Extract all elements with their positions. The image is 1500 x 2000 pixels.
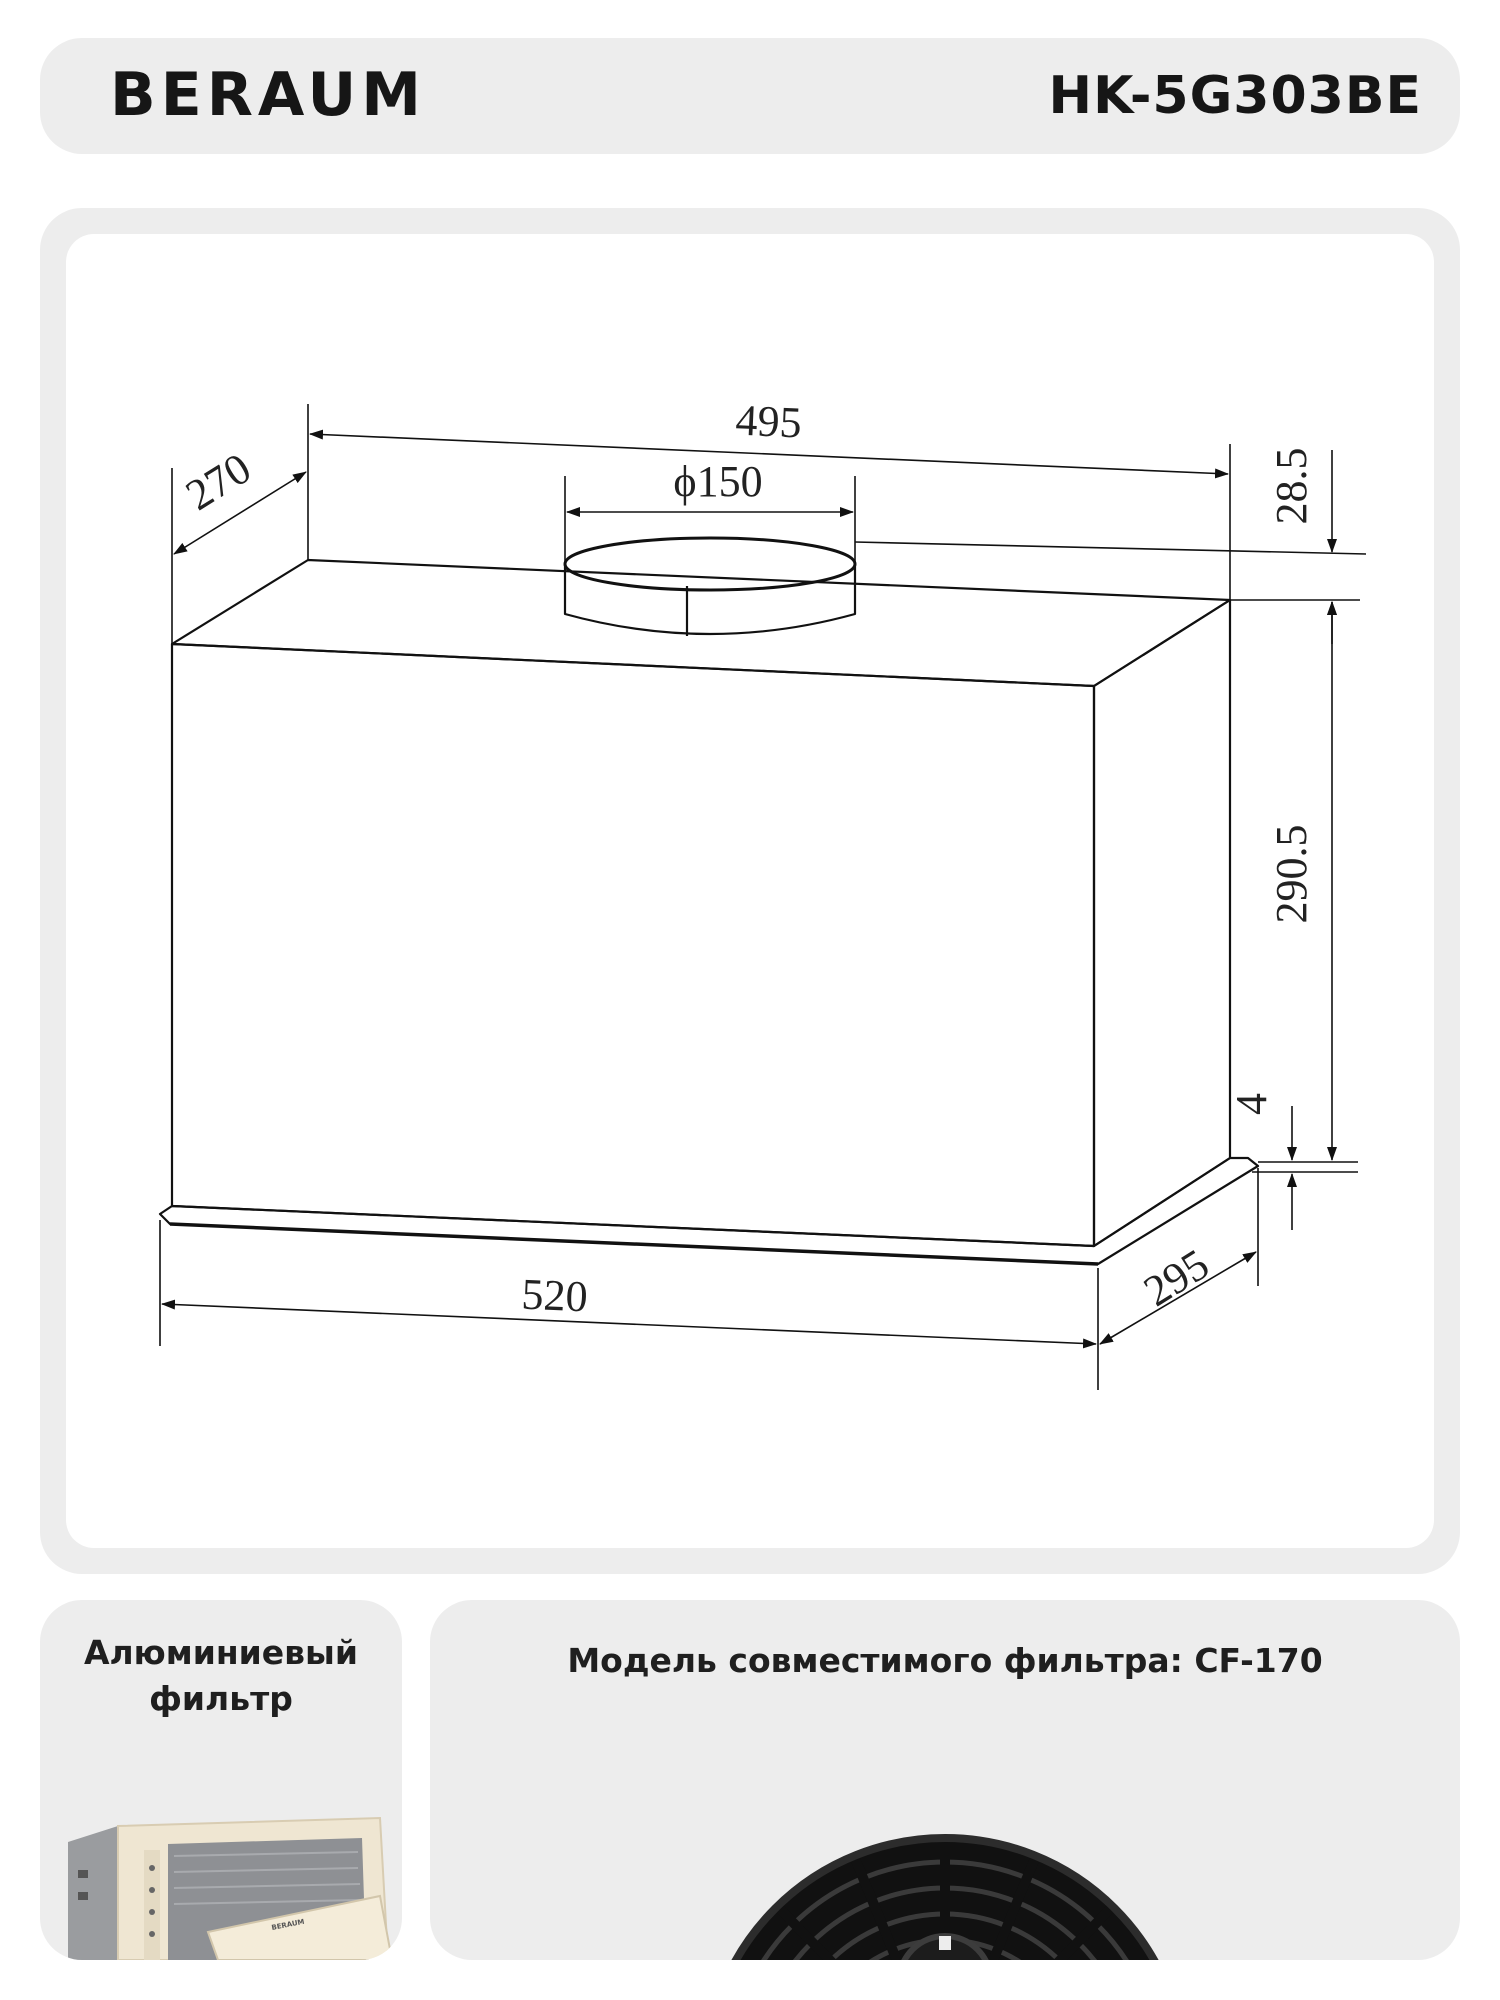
compatible-filter-card <box>430 1600 1460 1960</box>
header-bar <box>40 38 1460 154</box>
dim-duct-height: 28.5 <box>1267 447 1316 525</box>
aluminium-filter-product-logo: BERAUM <box>270 1917 306 1932</box>
carbon-filter-image <box>430 1600 1460 1960</box>
drawing-panel <box>40 208 1460 1574</box>
brand-logo: BERAUM <box>110 60 426 130</box>
model-number: HK-5G303BE <box>1048 66 1422 126</box>
aluminium-filter-title-line1: Алюминиевый <box>83 1633 359 1672</box>
dim-depth-top: 270 <box>177 443 260 520</box>
aluminium-filter-image <box>40 1600 402 1960</box>
duct-body <box>565 564 855 634</box>
compatible-filter-title: Модель совместимого фильтра: CF-170 <box>567 1641 1323 1680</box>
aluminium-filter-card <box>40 1600 402 1960</box>
aluminium-filter-title-line2: фильтр <box>149 1679 293 1718</box>
dim-panel-thickness: 4 <box>1227 1093 1276 1115</box>
dim-width-bottom: 520 <box>520 1269 589 1322</box>
duct-top <box>565 538 855 590</box>
hood-dimension-drawing <box>66 234 1434 1548</box>
technical-drawing <box>66 234 1434 1548</box>
dim-depth-bottom: 295 <box>1135 1239 1218 1316</box>
hood-front-face <box>172 644 1094 1246</box>
dim-duct-diameter: ϕ150 <box>673 457 763 506</box>
dim-width-top: 495 <box>734 395 803 448</box>
hood-side-face <box>1094 600 1230 1246</box>
dim-body-height: 290.5 <box>1267 824 1316 924</box>
